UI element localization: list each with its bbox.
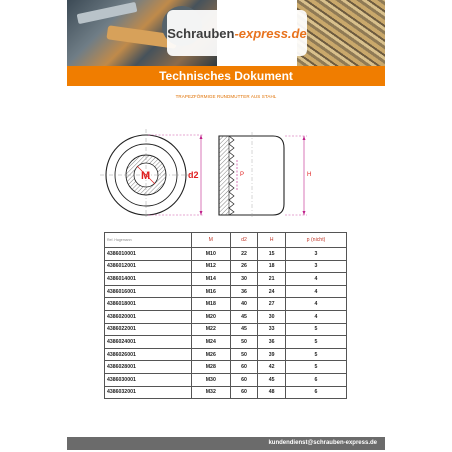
table-cell: 48 xyxy=(258,386,286,399)
table-cell: 60 xyxy=(230,373,258,386)
table-cell: M30 xyxy=(191,373,230,386)
table-cell: 39 xyxy=(258,348,286,361)
table-cell: M18 xyxy=(191,298,230,311)
screws-photo xyxy=(297,0,385,66)
h-dimension xyxy=(285,136,311,215)
table-cell: 4386024001 xyxy=(105,336,192,349)
table-cell: M24 xyxy=(191,336,230,349)
table-cell: 60 xyxy=(230,361,258,374)
table-cell: 50 xyxy=(230,336,258,349)
table-cell: 30 xyxy=(230,273,258,286)
table-cell: 4386022001 xyxy=(105,323,192,336)
spec-table xyxy=(104,232,347,399)
table-cell: 4 xyxy=(286,285,347,298)
table-row xyxy=(105,260,347,273)
table-cell: 5 xyxy=(286,336,347,349)
table-row xyxy=(105,273,347,286)
table-cell: 4386018001 xyxy=(105,298,192,311)
table-cell: 6 xyxy=(286,386,347,399)
header-p: p (nicht) xyxy=(286,233,347,248)
table-cell: M28 xyxy=(191,361,230,374)
label-p: P xyxy=(240,172,245,178)
table-cell: M14 xyxy=(191,273,230,286)
logo-main-text: Schrauben xyxy=(167,25,235,41)
table-cell: 5 xyxy=(286,361,347,374)
technical-drawing xyxy=(97,118,337,218)
table-cell: 4386014001 xyxy=(105,273,192,286)
table-cell: M10 xyxy=(191,248,230,261)
header-banner xyxy=(67,0,385,66)
table-row xyxy=(105,323,347,336)
side-view xyxy=(219,132,284,218)
table-cell: 3 xyxy=(286,248,347,261)
table-cell: 26 xyxy=(230,260,258,273)
table-cell: 60 xyxy=(230,386,258,399)
table-cell: 4386030001 xyxy=(105,373,192,386)
footer-bar xyxy=(67,437,385,450)
table-cell: 45 xyxy=(258,373,286,386)
table-cell: 4386012001 xyxy=(105,260,192,273)
table-row xyxy=(105,298,347,311)
table-cell: 5 xyxy=(286,348,347,361)
table-cell: 40 xyxy=(230,298,258,311)
table-cell: 4386032001 xyxy=(105,386,192,399)
table-cell: 4386010001 xyxy=(105,248,192,261)
header-h: H xyxy=(258,233,286,248)
table-cell: 5 xyxy=(286,323,347,336)
header-d2: d2 xyxy=(230,233,258,248)
front-view xyxy=(100,129,192,218)
table-cell: M26 xyxy=(191,348,230,361)
logo[interactable] xyxy=(167,10,307,56)
table-row xyxy=(105,348,347,361)
table-cell: 4386028001 xyxy=(105,361,192,374)
table-cell: M20 xyxy=(191,310,230,323)
table-row xyxy=(105,373,347,386)
table-cell: M12 xyxy=(191,260,230,273)
table-cell: 4 xyxy=(286,273,347,286)
table-cell: M22 xyxy=(191,323,230,336)
table-cell: 4 xyxy=(286,298,347,311)
label-d2: d2 xyxy=(188,170,199,180)
table-row xyxy=(105,310,347,323)
table-cell: 50 xyxy=(230,348,258,361)
document-page xyxy=(67,0,385,452)
table-cell: 45 xyxy=(230,310,258,323)
table-row xyxy=(105,248,347,261)
table-cell: 42 xyxy=(258,361,286,374)
header-m: M xyxy=(191,233,230,248)
table-row xyxy=(105,386,347,399)
document-title: Technisches Dokument xyxy=(67,66,385,86)
table-cell: 45 xyxy=(230,323,258,336)
table-header-row xyxy=(105,233,347,248)
table-cell: 18 xyxy=(258,260,286,273)
table-cell: 24 xyxy=(258,285,286,298)
table-row xyxy=(105,361,347,374)
table-cell: 4386020001 xyxy=(105,310,192,323)
table-row xyxy=(105,336,347,349)
logo-accent-text: -express.de xyxy=(234,25,307,41)
table-cell: 4 xyxy=(286,310,347,323)
table-cell: 22 xyxy=(230,248,258,261)
table-cell: 4386026001 xyxy=(105,348,192,361)
table-row xyxy=(105,285,347,298)
header-ref: Ref. Hagemann xyxy=(105,233,192,248)
table-cell: M32 xyxy=(191,386,230,399)
table-cell: 36 xyxy=(258,336,286,349)
label-m: M xyxy=(141,170,151,182)
label-h: H xyxy=(307,172,312,178)
table-cell: 21 xyxy=(258,273,286,286)
table-cell: 15 xyxy=(258,248,286,261)
table-cell: 3 xyxy=(286,260,347,273)
table-cell: 6 xyxy=(286,373,347,386)
table-cell: 36 xyxy=(230,285,258,298)
product-subtitle: TRAPEZFÖRMIGE RUNDMUTTER AUS STAHL xyxy=(175,94,277,99)
table-cell: 27 xyxy=(258,298,286,311)
table-cell: 33 xyxy=(258,323,286,336)
table-cell: M16 xyxy=(191,285,230,298)
table-cell: 4386016001 xyxy=(105,285,192,298)
table-cell: 30 xyxy=(258,310,286,323)
footer-email[interactable]: kundendienst@schrauben-express.de xyxy=(268,440,377,446)
